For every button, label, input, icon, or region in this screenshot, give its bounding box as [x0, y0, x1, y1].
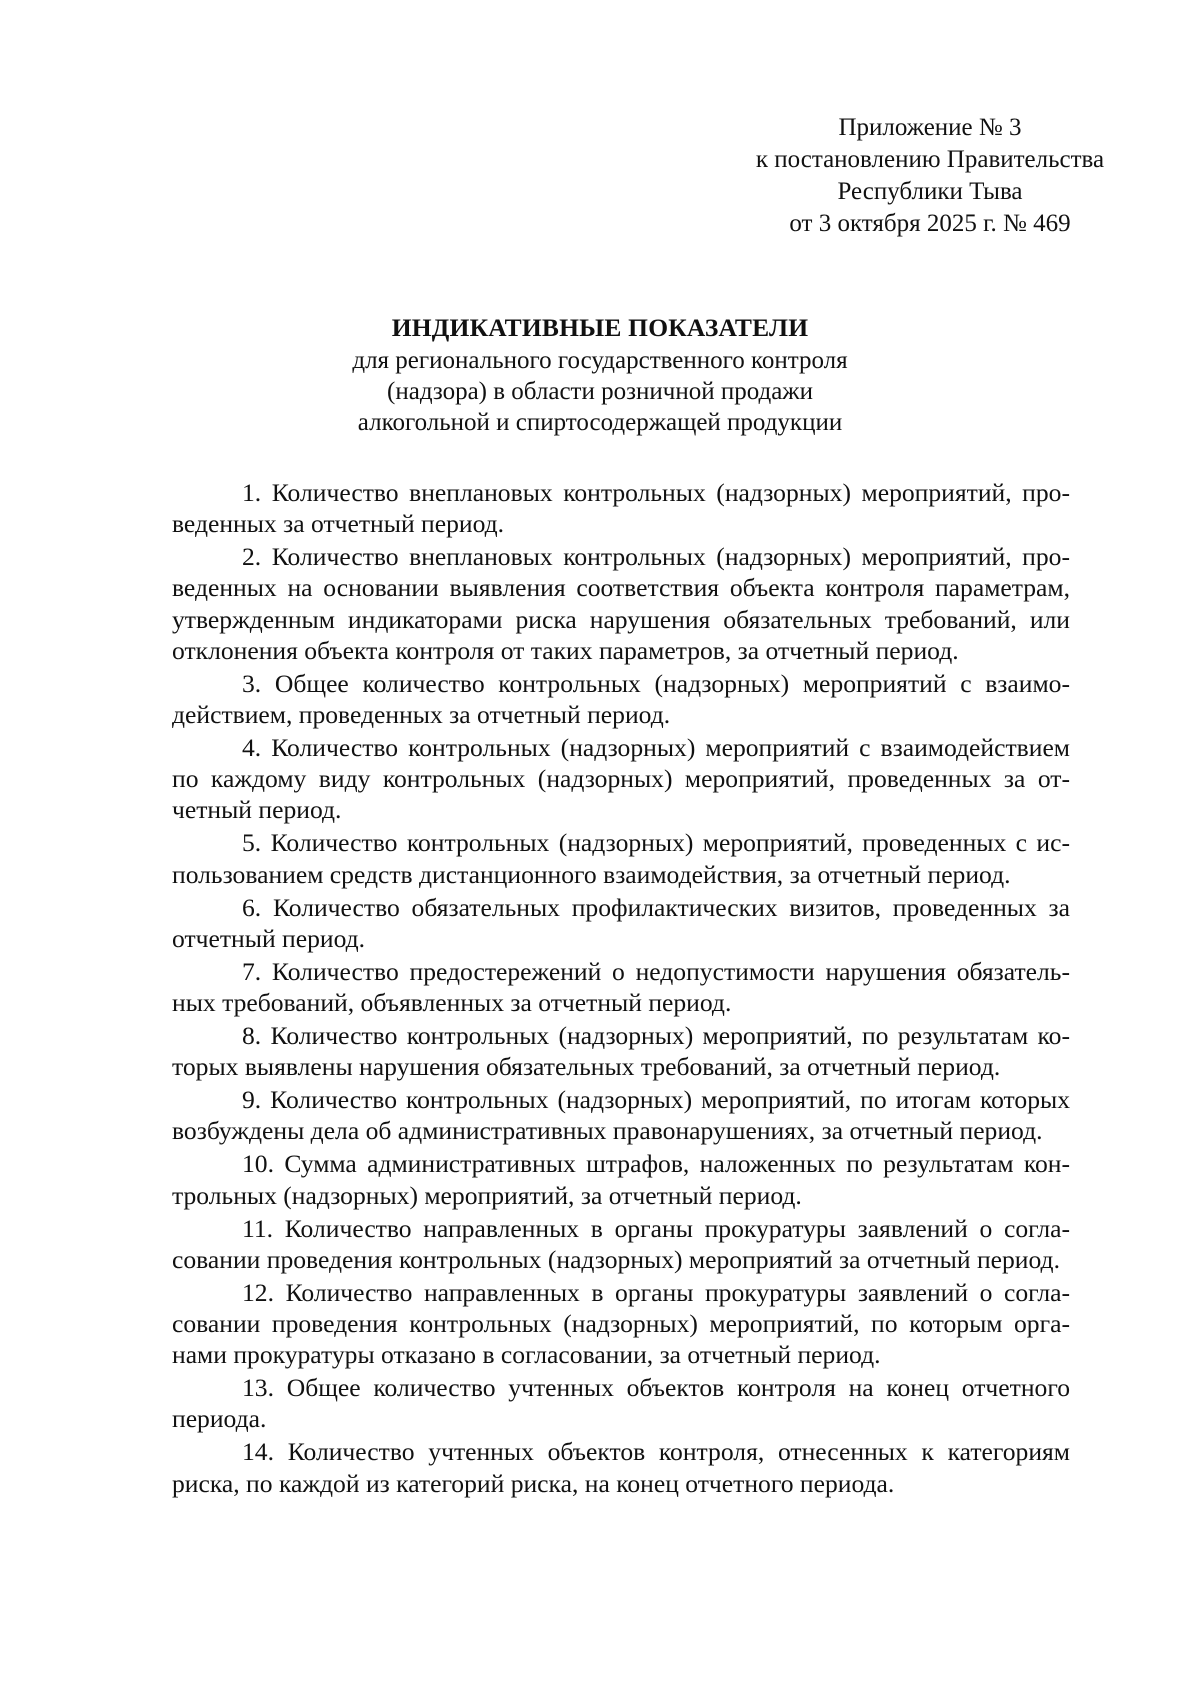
- document-subtitle-line-3: алкогольной и спиртосодержащей продукции: [357, 409, 843, 436]
- indicator-list: [172, 477, 1070, 1501]
- appendix-reference: к постановлению Правительства: [755, 146, 1105, 173]
- appendix-date: от 3 октября 2025 г. № 469: [789, 210, 1071, 237]
- appendix-header: [700, 112, 1160, 240]
- indicator-item: 14. Количество учтенных объектов контроля, отнесенных к категориям риска, по каждой из категорий риска, на конец отчетного периода.: [172, 1437, 1070, 1498]
- indicator-item: 4. Количество контрольных (надзорных) мероприятий с взаимодействием по каждому виду контрольных (надзорных) мероприятий, проведенных за отчетный период.: [172, 733, 1070, 825]
- document-subtitle-line-2: (надзора) в области розничной продажи: [387, 378, 813, 405]
- indicator-item: 7. Количество предостережений о недопустимости нарушения обязательных требований, объявленных за отчетный период.: [172, 956, 1070, 1018]
- document-title-block: [170, 312, 1030, 438]
- indicator-item: 2. Количество внеплановых контрольных (надзорных) мероприятий, проведенных на основании выявления соответствия объекта контроля параметрам, утвержденным индикаторами риска нарушения обязательных требований, или отклонения объекта контроля от таких параметров, за отчетный период.: [172, 542, 1070, 665]
- document-subtitle-line-1: для регионального государственного контроля: [352, 347, 848, 374]
- indicator-item: 6. Количество обязательных профилактических визитов, проведенных за отчетный период.: [172, 892, 1070, 953]
- indicator-item: 11. Количество направленных в органы прокуратуры заявлений о согласовании проведения контрольных (надзорных) мероприятий за отчетный период.: [172, 1213, 1070, 1274]
- indicator-item: 1. Количество внеплановых контрольных (надзорных) мероприятий, проведенных за отчетный период.: [172, 478, 1070, 539]
- indicator-item: 9. Количество контрольных (надзорных) мероприятий, по итогам которых возбуждены дела об административных правонарушениях, за отчетный период.: [172, 1085, 1070, 1146]
- appendix-number: Приложение № 3: [838, 114, 1022, 141]
- document-title: ИНДИКАТИВНЫЕ ПОКАЗАТЕЛИ: [391, 313, 809, 342]
- appendix-government: Республики Тыва: [837, 178, 1023, 205]
- indicator-item: 3. Общее количество контрольных (надзорных) мероприятий с взаимодействием, проведенных за отчетный период.: [172, 668, 1070, 730]
- indicator-item: 10. Сумма административных штрафов, наложенных по результатам контрольных (надзорных) мероприятий, за отчетный период.: [172, 1149, 1070, 1210]
- indicator-item: 13. Общее количество учтенных объектов контроля на конец отчетного периода.: [172, 1373, 1070, 1434]
- indicator-item: 8. Количество контрольных (надзорных) мероприятий, по результатам которых выявлены нарушения обязательных требований, за отчетный период.: [172, 1021, 1070, 1082]
- indicator-item: 5. Количество контрольных (надзорных) мероприятий, проведенных с использованием средств дистанционного взаимодействия, за отчетный период.: [172, 828, 1070, 889]
- indicator-item: 12. Количество направленных в органы прокуратуры заявлений о согласовании проведения контрольных (надзорных) мероприятий, по которым органами прокуратуры отказано в согласовании, за отчетный период.: [172, 1277, 1070, 1370]
